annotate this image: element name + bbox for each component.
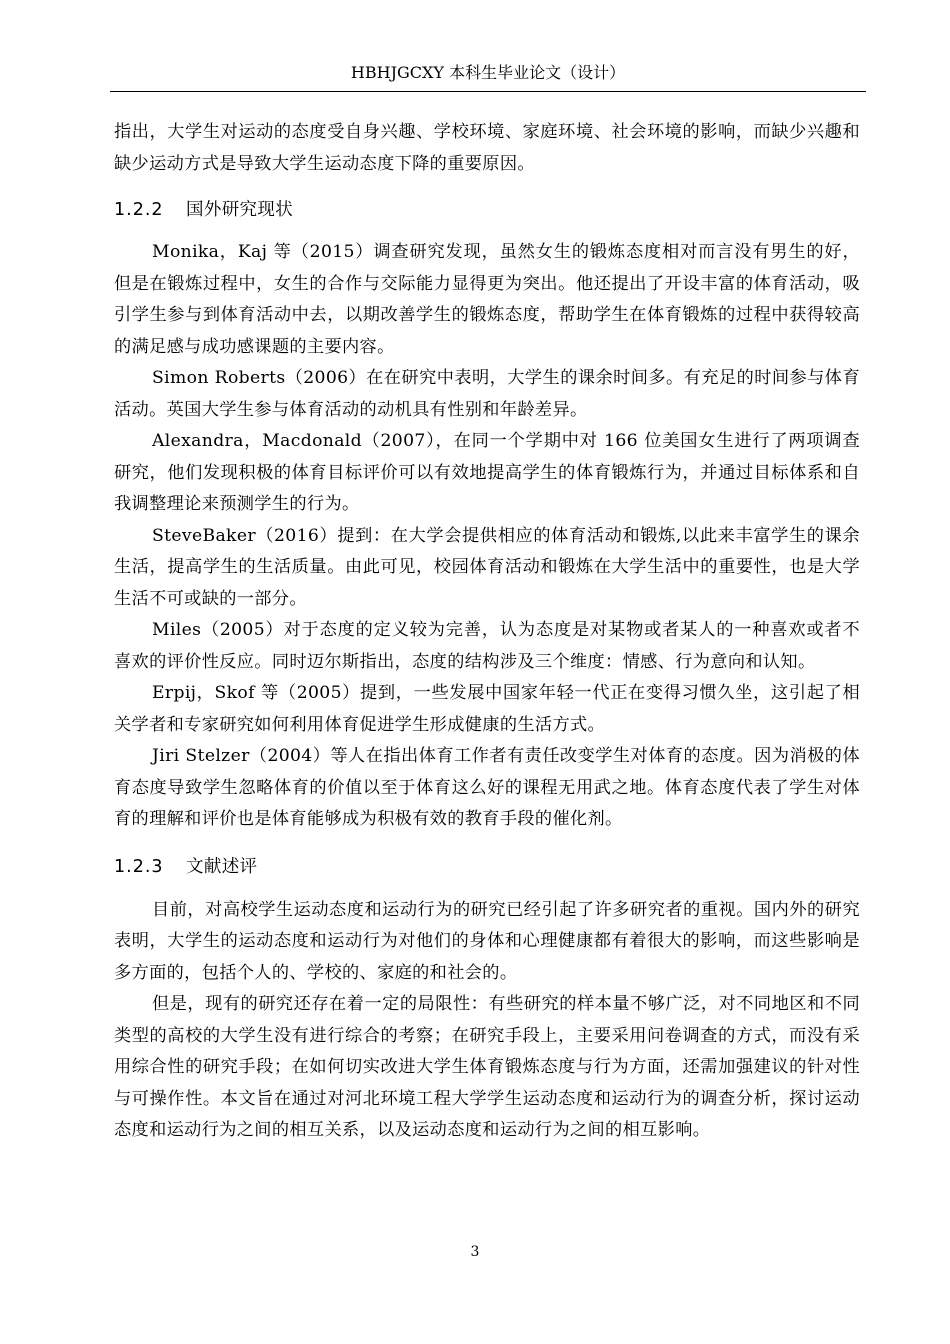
- paragraph-monika: Monika，Kaj 等（2015）调查研究发现，虽然女生的锻炼态度相对而言没有男生的好，但是在锻炼过程中，女生的合作与交际能力显得更为突出。他还提出了开设丰富的体育活动，吸引学生参与到体育活动中去，以期改善学生的锻炼态度，帮助学生在体育锻炼的过程中获得较高的满足感与成功感课题的主要内容。: [114, 242, 860, 357]
- intro-paragraph: 指出，大学生对运动的态度受自身兴趣、学校环境、家庭环境、社会环境的影响，而缺少兴趣和缺少运动方式是导致大学生运动态度下降的重要原因。: [114, 122, 860, 174]
- header-rule: [110, 91, 866, 92]
- running-header: HBHJGCXY 本科生毕业论文（设计）: [350, 63, 626, 82]
- paragraph-erpij: Erpij，Skof 等（2005）提到，一些发展中国家年轻一代正在变得习惯久坐，这引起了相关学者和专家研究如何利用体育促进学生形成健康的生活方式。: [114, 683, 860, 735]
- section-heading-1-2-3: [114, 852, 860, 883]
- page-number: 3: [470, 1244, 480, 1260]
- section-number: 1.2.2: [114, 200, 164, 220]
- section-heading-1-2-2: [114, 195, 860, 226]
- paragraph-stevebaker: SteveBaker（2016）提到：在大学会提供相应的体育活动和锻炼,以此来丰富学生的课余生活，提高学生的生活质量。由此可见，校园体育活动和锻炼在大学生活中的重要性，也是大学生活不可或缺的一部分。: [114, 525, 860, 609]
- paragraph-miles: Miles（2005）对于态度的定义较为完善，认为态度是对某物或者某人的一种喜欢或者不喜欢的评价性反应。同时迈尔斯指出，态度的结构涉及三个维度：情感、行为意向和认知。: [114, 620, 860, 672]
- paragraph-roberts: Simon Roberts（2006）在在研究中表明，大学生的课余时间多。有充足的时间参与体育活动。英国大学生参与体育活动的动机具有性别和年龄差异。: [114, 368, 860, 420]
- paragraph-review-1: 目前，对高校学生运动态度和运动行为的研究已经引起了许多研究者的重视。国内外的研究表明，大学生的运动态度和运动行为对他们的身体和心理健康都有着很大的影响，而这些影响是多方面的，包括个人的、学校的、家庭的和社会的。: [114, 899, 860, 983]
- section-title: 国外研究现状: [186, 200, 294, 220]
- section-title: 文献述评: [186, 856, 258, 877]
- page-body: [114, 117, 860, 1147]
- paragraph-stelzer: Jiri Stelzer（2004）等人在指出体育工作者有责任改变学生对体育的态度。因为消极的体育态度导致学生忽略体育的价值以至于体育这么好的课程无用武之地。体育态度代表了学生对体育的理解和评价也是体育能够成为积极有效的教育手段的催化剂。: [114, 746, 860, 829]
- section-number: 1.2.3: [114, 856, 164, 877]
- paragraph-review-2: 但是，现有的研究还存在着一定的局限性：有些研究的样本量不够广泛，对不同地区和不同类型的高校的大学生没有进行综合的考察；在研究手段上，主要采用问卷调查的方式，而没有采用综合性的研究手段；在如何切实改进大学生体育锻炼态度与行为方面，还需加强建议的针对性与可操作性。本文旨在通过对河北环境工程大学学生运动态度和运动行为的调查分析，探讨运动态度和运动行为之间的相互关系，以及运动态度和运动行为之间的相互影响。: [114, 994, 860, 1140]
- paragraph-alexandra: Alexandra，Macdonald（2007），在同一个学期中对 166 位美国女生进行了两项调查研究，他们发现积极的体育目标评价可以有效地提高学生的体育锻炼行为，并通过目标体系和自我调整理论来预测学生的行为。: [114, 431, 860, 514]
